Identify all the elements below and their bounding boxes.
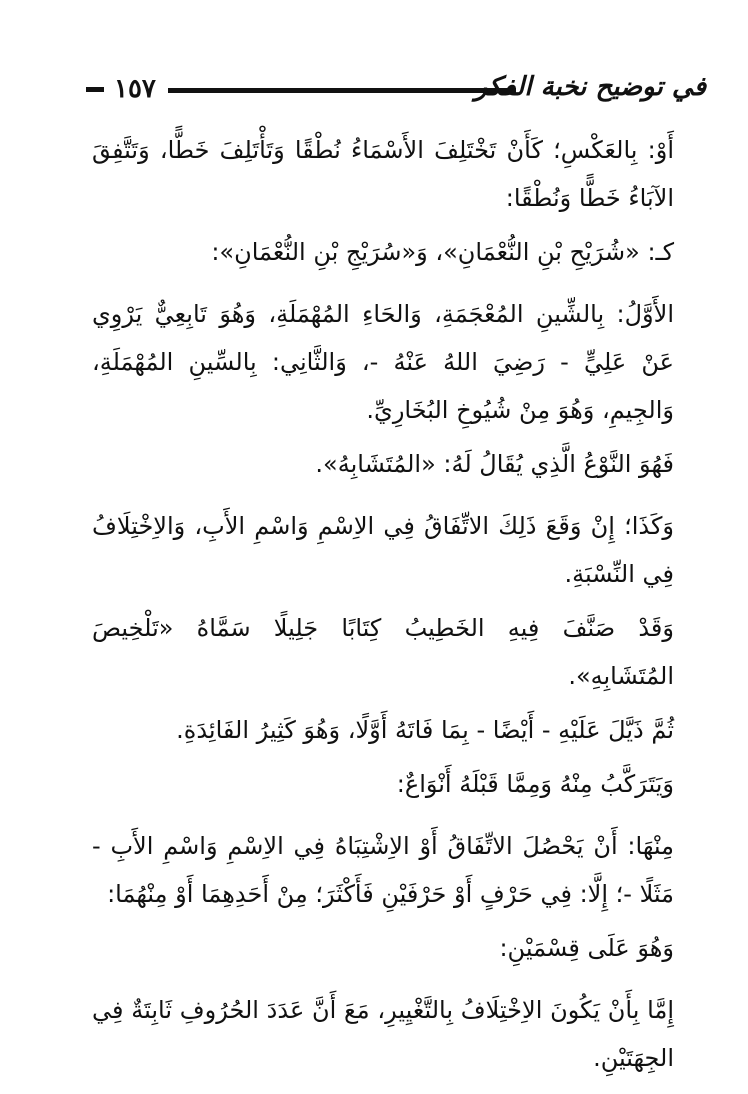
paragraph: ثُمَّ ذَيَّلَ عَلَيْهِ - أَيْضًا - بِمَا فَاتَهُ أَوَّلًا، وَهُوَ كَثِيرُ الفَائِدَةِ. <box>176 716 674 744</box>
paragraph: وَهُوَ عَلَى قِسْمَيْنِ: <box>499 934 674 962</box>
paragraph: وَقَدْ صَنَّفَ فِيهِ الخَطِيبُ كِتَابًا جَلِيلًا سَمَّاهُ «تَلْخِيصَ المُتَشَابِهِ». <box>92 614 674 690</box>
running-title: في توضيح نخبة الفكر <box>474 72 706 102</box>
page-number: ١٥٧ <box>114 74 156 104</box>
paragraph: إِمَّا بِأَنْ يَكُونَ الاِخْتِلَافُ بِالتَّغْيِيرِ، مَعَ أَنَّ عَدَدَ الحُرُوفِ ثَابِتَةٌ فِي الجِهَتَيْنِ. <box>92 996 674 1072</box>
page-header <box>86 70 706 114</box>
paragraph: الأَوَّلُ: بِالشِّينِ المُعْجَمَةِ، وَالحَاءِ المُهْمَلَةِ، وَهُوَ تَابِعِيٌّ يَرْوِي عَنْ عَلِيٍّ - رَضِيَ اللهُ عَنْهُ -، وَالثَّانِي: بِالسِّينِ المُهْمَلَةِ، وَالجِيمِ، وَهُوَ مِنْ شُيُوخِ البُخَارِيِّ. <box>92 300 674 424</box>
paragraph: فَهُوَ النَّوْعُ الَّذِي يُقَالُ لَهُ: «المُتَشَابِهُ». <box>315 450 674 478</box>
paragraph: وَيَتَرَكَّبُ مِنْهُ وَمِمَّا قَبْلَهُ أَنْوَاعٌ: <box>396 770 674 798</box>
body-text <box>92 126 702 1088</box>
paragraph: أَوْ: بِالعَكْسِ؛ كَأَنْ تَخْتَلِفَ الأَسْمَاءُ نُطْقًا وَتَأْتَلِفَ خَطًّا، وَتَتَّفِقَ الآبَاءُ خَطًّا وَنُطْقًا: <box>92 136 674 212</box>
paragraph: كـ: «شُرَيْحِ بْنِ النُّعْمَانِ»، وَ«سُرَيْجِ بْنِ النُّعْمَانِ»: <box>211 238 674 266</box>
paragraph: وَكَذَا؛ إِنْ وَقَعَ ذَلِكَ الاتِّفَاقُ فِي الاِسْمِ وَاسْمِ الأَبِ، وَالاِخْتِلَافُ فِي النِّسْبَةِ. <box>92 512 674 588</box>
header-dash <box>86 87 104 92</box>
paragraph: مِنْهَا: أَنْ يَحْصُلَ الاتِّفَاقُ أَوْ الاِشْتِبَاهُ فِي الاِسْمِ وَاسْمِ الأَبِ - مَثَلًا -؛ إِلَّا: فِي حَرْفٍ أَوْ حَرْفَيْنِ فَأَكْثَرَ؛ مِنْ أَحَدِهِمَا أَوْ مِنْهُمَا: <box>92 832 674 908</box>
header-rule <box>168 88 516 93</box>
